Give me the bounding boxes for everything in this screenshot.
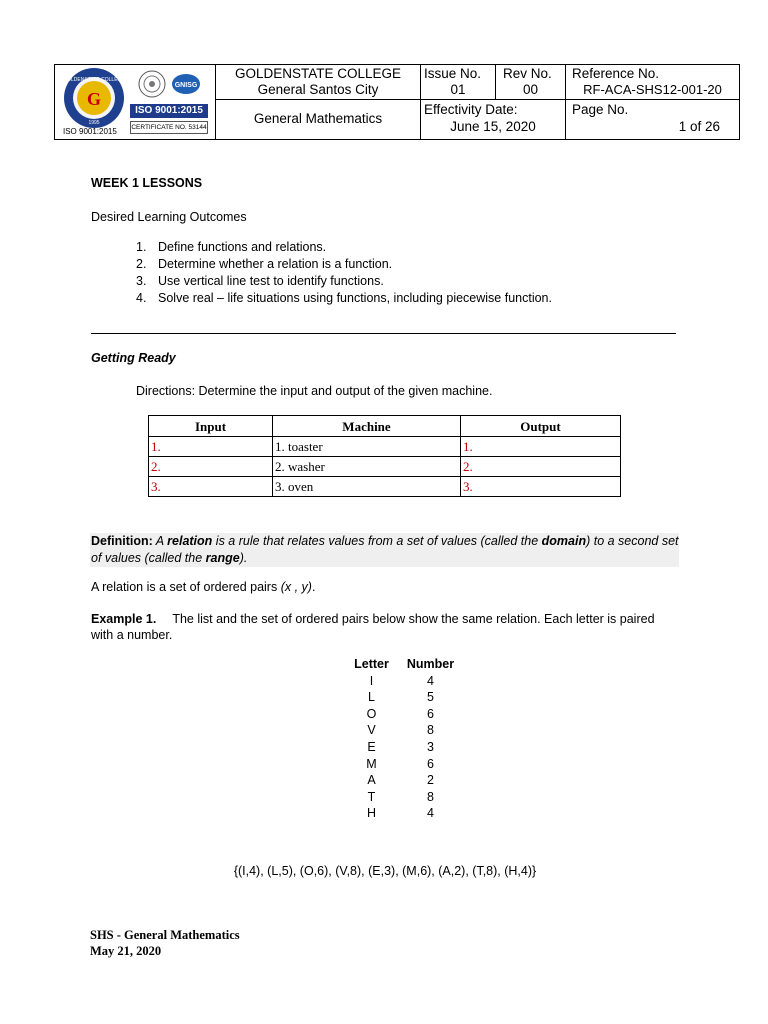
column-header-letter: Letter — [354, 657, 389, 671]
definition-text: A — [152, 534, 168, 548]
list-item — [136, 273, 716, 290]
college-city: General Santos City — [257, 82, 379, 97]
directions-text: Directions: Determine the input and output of the given machine. — [136, 384, 493, 398]
list-item-text: Define functions and relations. — [158, 240, 327, 254]
table-row — [340, 772, 480, 789]
table-row — [340, 756, 480, 773]
footer-date: May 21, 2020 — [90, 944, 162, 958]
outcomes-list — [136, 239, 716, 307]
term-range: range — [205, 550, 240, 565]
gnisg-logo-text: GNISG — [174, 82, 198, 89]
output-cell[interactable]: 3. — [461, 477, 621, 497]
iso-certified-box: ISO 9001:2015 — [130, 104, 208, 118]
number-cell: 8 — [427, 723, 434, 738]
letter-cell: H — [366, 806, 377, 821]
list-item — [136, 290, 716, 307]
machine-cell: 1. toaster — [273, 437, 461, 457]
letter-cell: M — [366, 756, 377, 771]
ordered-pairs-set: {(I,4), (L,5), (O,6), (V,8), (E,3), (M,6), (A,2), (T,8), (H,4)} — [233, 864, 537, 878]
table-row — [340, 805, 480, 822]
relation-end: . — [311, 580, 316, 594]
list-item-number: 3. — [136, 274, 147, 288]
list-item-text: Use vertical line test to identify functions. — [158, 274, 384, 288]
list-item-number: 4. — [136, 291, 147, 305]
relation-text: A relation is a set of ordered pairs — [91, 580, 281, 594]
table-row — [340, 789, 480, 806]
table-row — [340, 722, 480, 739]
reference-value: RF-ACA-SHS12-001-20 — [583, 82, 722, 97]
number-cell: 8 — [427, 789, 434, 804]
footer-course: SHS - General Mathematics — [90, 928, 240, 942]
table-header-row — [149, 416, 621, 437]
getting-ready-heading: Getting Ready — [91, 351, 176, 365]
column-header-number: Number — [406, 657, 455, 671]
svg-text:1995: 1995 — [88, 120, 100, 126]
page-value: 1 of 26 — [678, 119, 720, 134]
output-cell[interactable]: 1. — [461, 437, 621, 457]
letter-cell: V — [367, 723, 376, 738]
list-item-number: 1. — [136, 240, 147, 254]
rev-label: Rev No. — [503, 66, 552, 81]
iso-text-left: ISO 9001:2015 — [63, 127, 117, 136]
machine-table — [148, 415, 621, 497]
college-seal — [58, 67, 130, 129]
term-domain: domain — [541, 534, 587, 548]
rev-value: 00 — [522, 82, 539, 97]
pairs-header-row — [340, 656, 480, 673]
definition-block — [90, 533, 679, 567]
certificate-number: CERTIFICATE NO. 53144 — [130, 121, 208, 134]
svg-text:GOLDENSTATE COLLEGE: GOLDENSTATE COLLEGE — [63, 77, 125, 83]
issue-value: 01 — [450, 82, 466, 97]
list-item-number: 2. — [136, 257, 147, 271]
issue-label: Issue No. — [424, 66, 482, 81]
outcomes-title: Desired Learning Outcomes — [91, 210, 247, 224]
ordered-pair-notation: (x , y) — [280, 580, 312, 594]
column-header-output: Output — [461, 416, 621, 437]
certification-emblem — [137, 69, 167, 99]
number-cell: 3 — [427, 739, 434, 754]
example-text: The list and the set of ordered pairs below show the same relation. Each letter is paired with a number. — [91, 612, 655, 642]
table-row — [340, 706, 480, 723]
definition-label: Definition: — [91, 534, 153, 548]
page-label: Page No. — [572, 102, 629, 117]
number-cell: 4 — [427, 806, 434, 821]
definition-text: ). — [239, 550, 248, 565]
table-row — [149, 457, 621, 477]
letter-cell: E — [367, 739, 376, 754]
machine-cell: 3. oven — [273, 477, 461, 497]
list-item — [136, 239, 716, 256]
input-cell[interactable]: 3. — [149, 477, 273, 497]
table-row — [340, 739, 480, 756]
table-row — [340, 673, 480, 690]
effectivity-label: Effectivity Date: — [424, 102, 518, 117]
term-relation: relation — [167, 534, 213, 548]
gnisg-logo — [171, 73, 201, 95]
output-cell[interactable]: 2. — [461, 457, 621, 477]
definition-text: ) to a second set of values (called the — [91, 534, 679, 565]
letter-cell: T — [367, 789, 376, 804]
input-cell[interactable]: 2. — [149, 457, 273, 477]
reference-label: Reference No. — [572, 66, 660, 81]
letter-cell: A — [367, 773, 376, 788]
number-cell: 5 — [427, 690, 434, 705]
letter-number-table — [340, 656, 480, 822]
table-row — [149, 437, 621, 457]
week-title: WEEK 1 LESSONS — [91, 176, 203, 190]
list-item — [136, 256, 716, 273]
svg-text:G: G — [86, 89, 102, 109]
list-item-text: Determine whether a relation is a function. — [158, 257, 393, 271]
list-item-text: Solve real – life situations using functions, including piecewise function. — [158, 291, 552, 305]
column-header-input: Input — [149, 416, 273, 437]
input-cell[interactable]: 1. — [149, 437, 273, 457]
table-row — [340, 689, 480, 706]
number-cell: 6 — [427, 756, 434, 771]
relation-statement — [91, 580, 315, 594]
letter-cell: I — [369, 673, 374, 688]
machine-cell: 2. washer — [273, 457, 461, 477]
example-paragraph — [91, 611, 679, 643]
number-cell: 2 — [427, 773, 434, 788]
document-header — [54, 64, 740, 140]
effectivity-value: June 15, 2020 — [450, 119, 536, 134]
number-cell: 6 — [427, 706, 434, 721]
table-row — [149, 477, 621, 497]
section-divider — [91, 333, 676, 334]
letter-cell: L — [368, 690, 375, 705]
college-name: GOLDENSTATE COLLEGE — [234, 66, 402, 81]
column-header-machine: Machine — [273, 416, 461, 437]
number-cell: 4 — [427, 673, 434, 688]
subject-name: General Mathematics — [253, 111, 383, 126]
definition-text: is a rule that relates values from a set of values (called the — [212, 534, 542, 548]
example-label: Example 1. — [91, 612, 157, 626]
letter-cell: O — [366, 706, 377, 721]
